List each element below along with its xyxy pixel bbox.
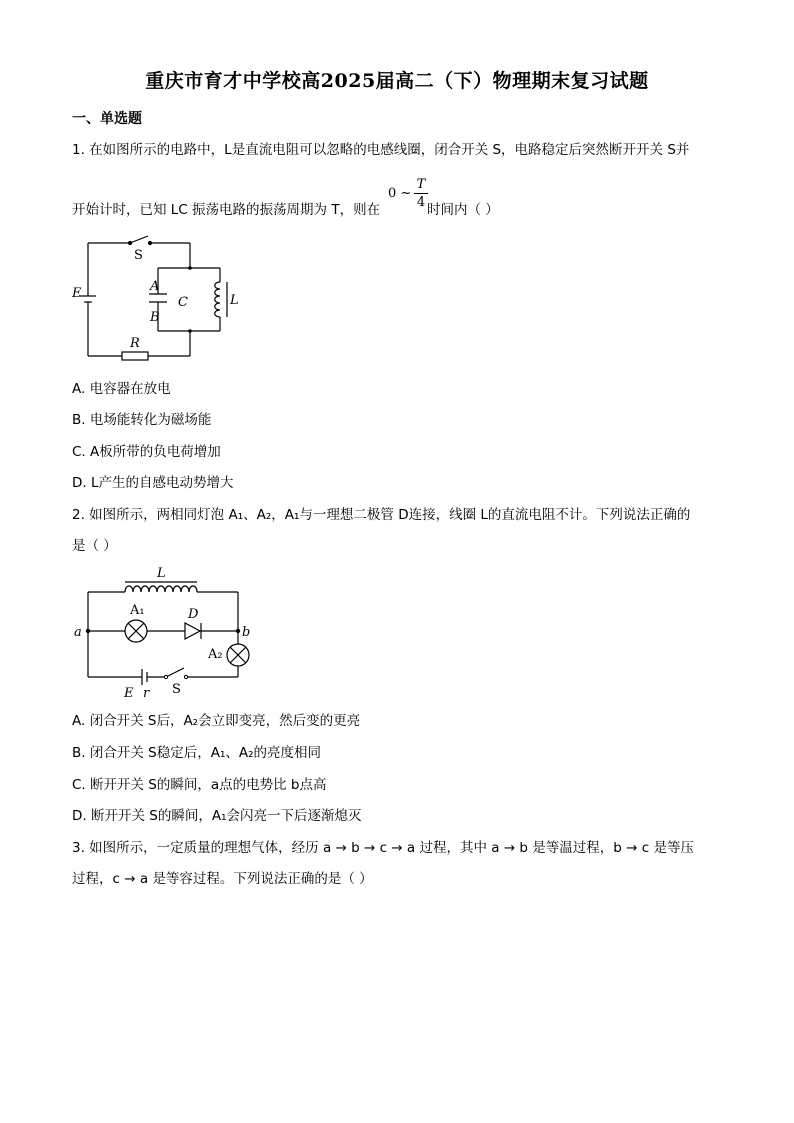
q2-stem-line1: 2. 如图所示，两相同灯泡 A₁、A₂，A₁与一理想二极管 D连接，线圈 L的直流电阻不计。下列说法正确的: [72, 507, 691, 523]
q1-option-b: B. 电场能转化为磁场能: [72, 412, 212, 428]
q1-stem-line2-text: 开始计时，已知 LC 振荡电路的振荡周期为 T，则在: [72, 202, 381, 218]
q1-option-d: D. L产生的自感电动势增大: [72, 475, 234, 491]
q1-frac-num: T: [414, 176, 428, 194]
q2-option-b: B. 闭合开关 S稳定后，A₁、A₂的亮度相同: [72, 745, 321, 761]
q1-fig-label-s: S: [134, 248, 143, 263]
q3-stem-line2: 过程，c → a 是等容过程。下列说法正确的是（ ）: [72, 871, 373, 887]
q2-fig-label-a1: A₁: [130, 603, 145, 618]
q1-stem-line1: 1. 在如图所示的电路中，L是直流电阻可以忽略的电感线圈，闭合开关 S，电路稳定后突然断开开关 S并: [72, 142, 690, 158]
q1-fig-label-l: L: [230, 293, 239, 308]
q1-option-c: C. A板所带的负电荷增加: [72, 444, 221, 460]
q2-fig-label-a: a: [74, 625, 82, 640]
q2-option-c: C. 断开开关 S的瞬间，a点的电势比 b点高: [72, 777, 327, 793]
q2-option-d: D. 断开开关 S的瞬间，A₁会闪亮一下后逐渐熄灭: [72, 808, 362, 824]
page-title: 重庆市育才中学校高2025届高二（下）物理期末复习试题: [145, 70, 649, 92]
q2-fig-label-r: r: [143, 686, 150, 701]
q1-range-from: 0: [388, 186, 397, 201]
q3-stem-line1: 3. 如图所示，一定质量的理想气体，经历 a → b → c → a 过程，其中 a → b 是等温过程，b → c 是等压: [72, 840, 694, 856]
q1-range-sep: ~: [400, 186, 412, 201]
q2-fig-label-s: S: [172, 682, 181, 697]
q1-fig-label-c: C: [178, 295, 188, 310]
q2-option-a: A. 闭合开关 S后，A₂会立即变亮，然后变的更亮: [72, 713, 361, 729]
q1-stem-line2: [72, 201, 380, 219]
q1-circuit-figure: [70, 232, 250, 367]
q1-fig-label-r: R: [130, 336, 140, 351]
q2-fig-label-a2: A₂: [208, 647, 223, 662]
q1-fig-label-a: A: [150, 279, 160, 294]
q2-circuit-figure: [70, 562, 260, 704]
q1-fig-label-b: B: [150, 310, 160, 325]
q1-fig-label-e: E: [72, 286, 82, 301]
q2-stem-line2: 是（ ）: [72, 538, 117, 554]
q2-fig-label-e: E: [124, 686, 134, 701]
q1-stem-line2-end: 时间内（ ）: [427, 202, 499, 218]
q2-fig-label-d: D: [188, 607, 199, 622]
q1-time-range: [388, 186, 411, 201]
q1-fraction: [414, 176, 428, 212]
q1-option-a: A. 电容器在放电: [72, 381, 171, 397]
q1-frac-den: 4: [416, 195, 426, 210]
section-heading: 一、单选题: [72, 111, 142, 127]
q2-fig-label-l: L: [157, 566, 166, 581]
q2-fig-label-b: b: [242, 625, 251, 640]
